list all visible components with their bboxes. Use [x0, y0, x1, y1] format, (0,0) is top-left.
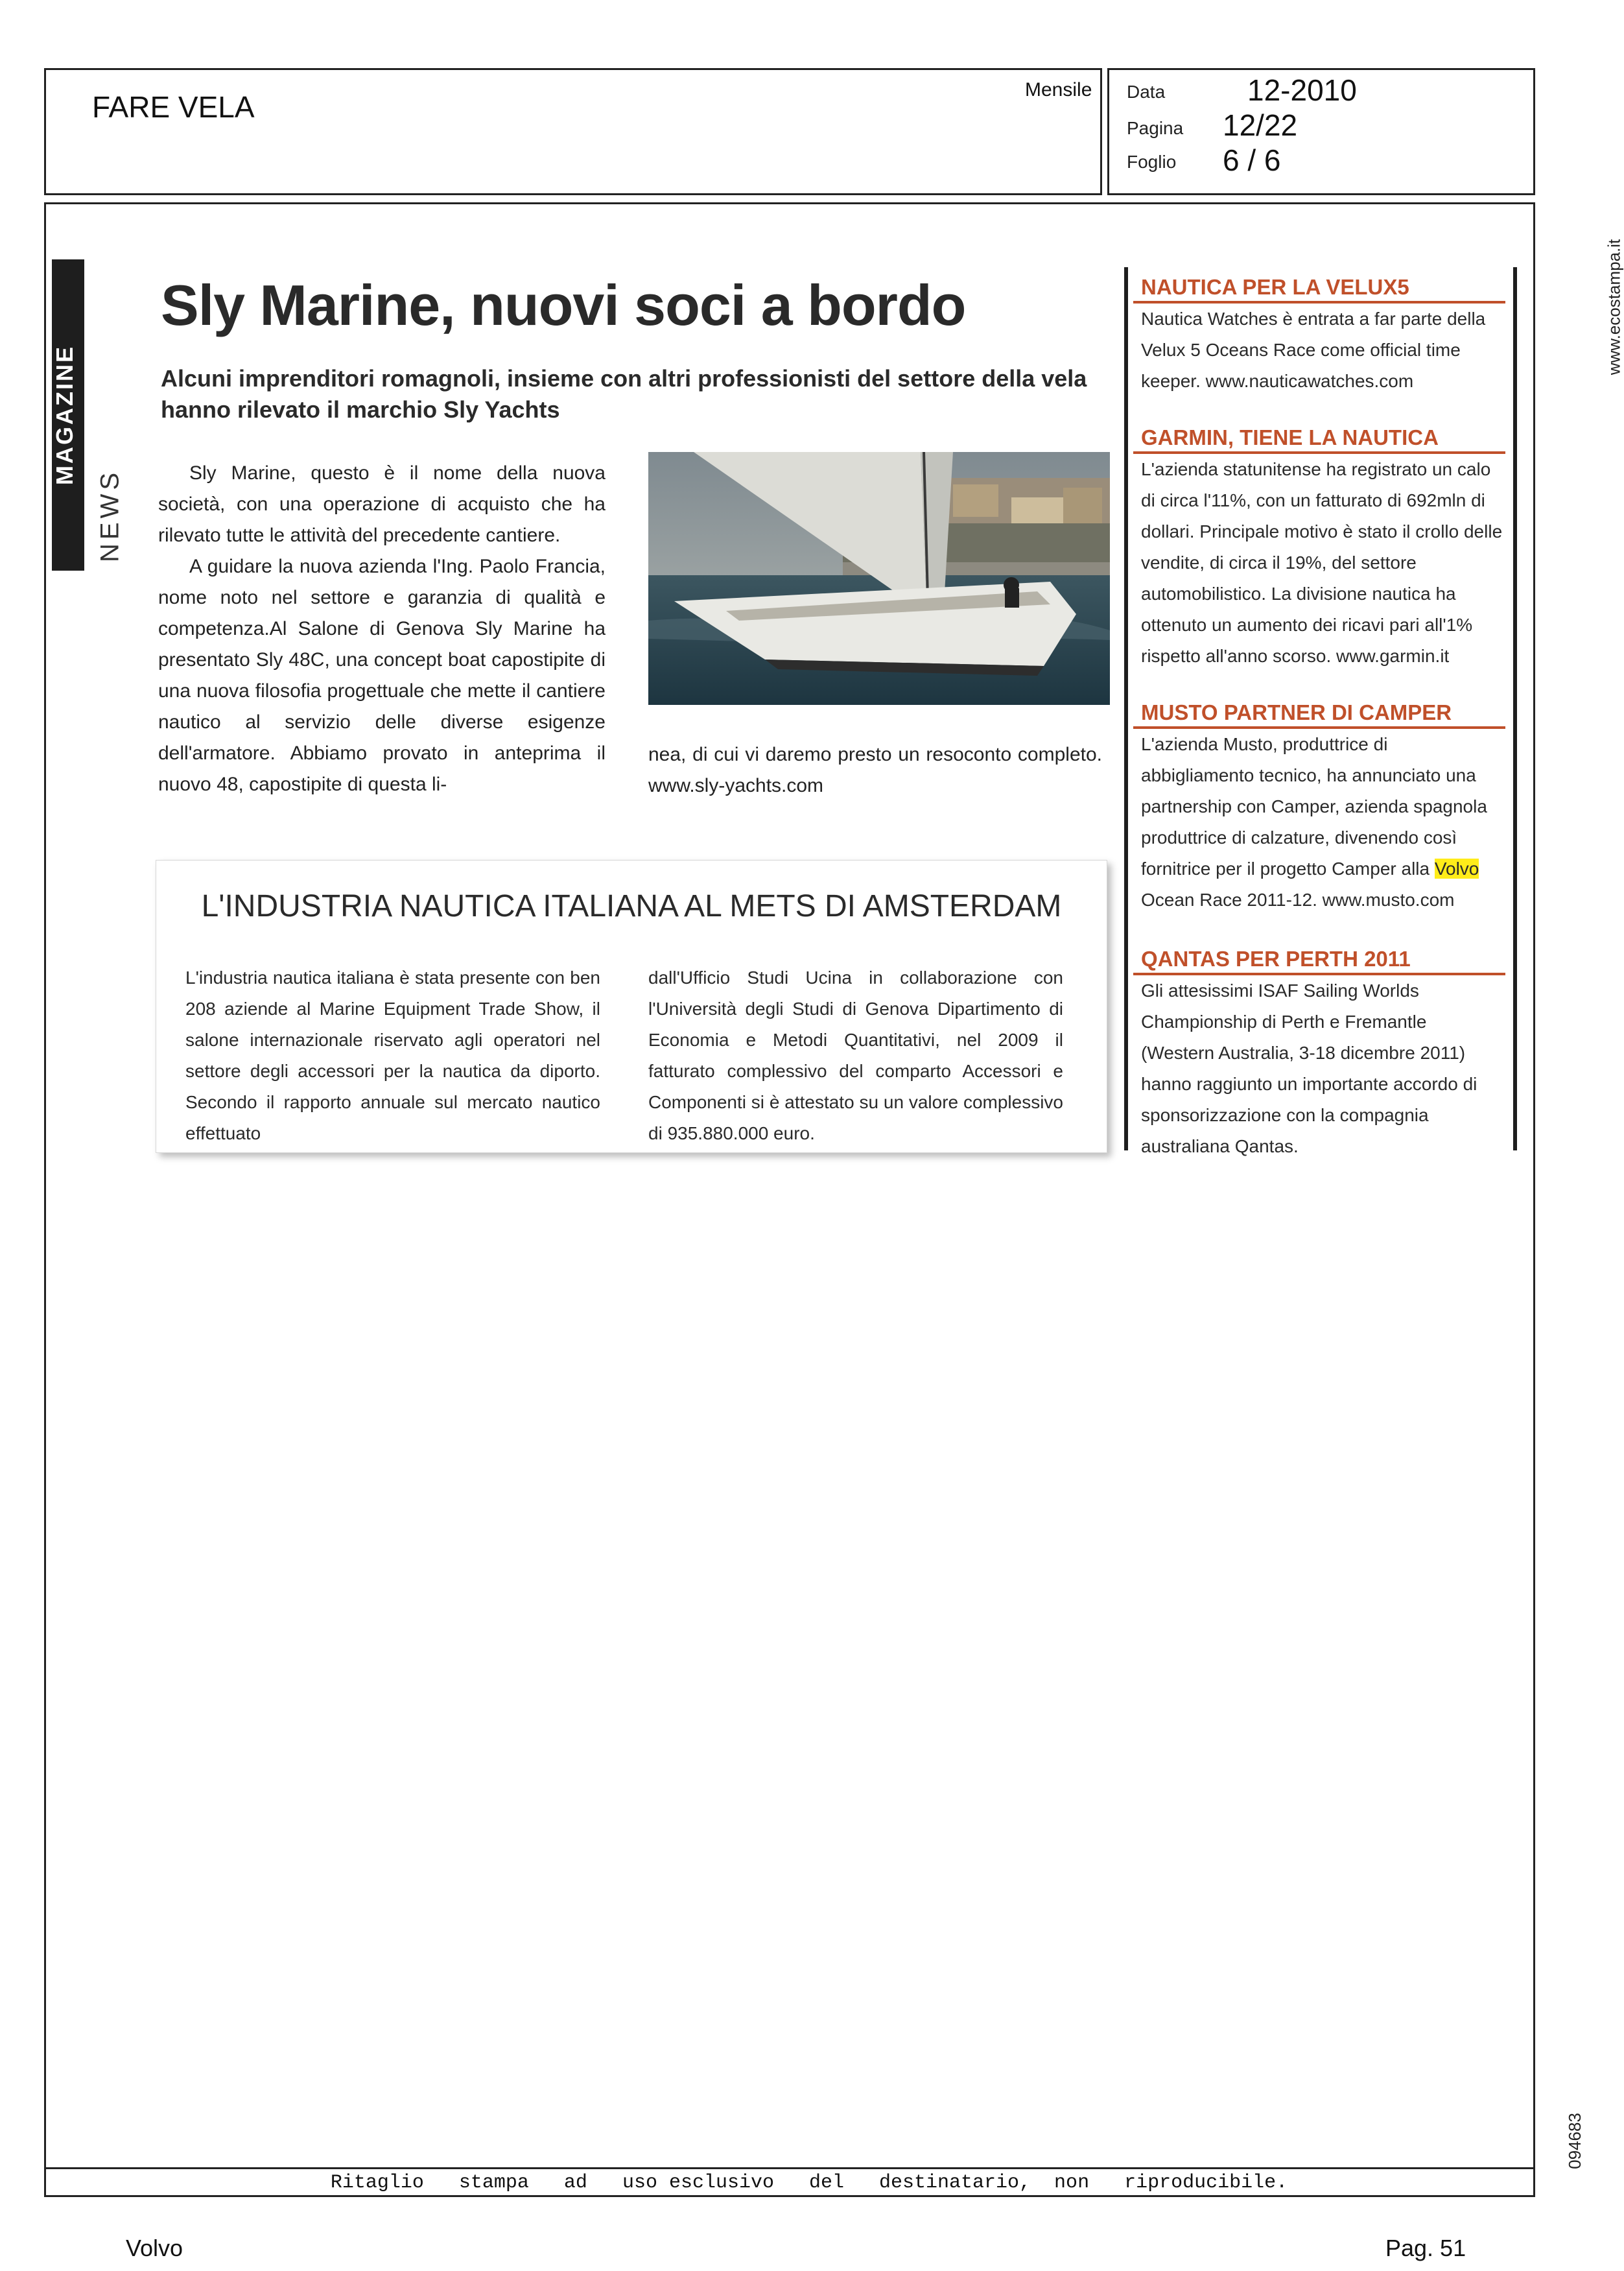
news-heading-nautica: NAUTICA PER LA VELUX5 [1141, 275, 1409, 299]
article-paragraph: Sly Marine, questo è il nome della nuova società, con una operazione di acquisto che ha rilevato tutte le attività del precedente cantiere. [158, 462, 606, 546]
document-code: 094683 [1564, 2113, 1584, 2169]
sidebar-rule [1124, 267, 1128, 1150]
news-text: L'azienda Musto, produttrice di abbigliamento tecnico, ha annunciato una partnership con Camper, azienda spagnola produttrice di calzature, divenendo così fornitrice per il progetto Camper alla [1141, 734, 1487, 879]
article-subtitle: Alcuni imprenditori romagnoli, insieme con altri professionisti del settore della vela hanno rilevato il marchio Sly Yachts [161, 365, 1087, 423]
site-url: www.ecostampa.it [1604, 239, 1624, 375]
news-heading-qantas: QANTAS PER PERTH 2011 [1141, 947, 1411, 971]
pagina-value: 12/22 [1223, 108, 1298, 142]
highlighted-term: Volvo [1434, 859, 1479, 879]
foglio-label: Foglio [1127, 152, 1177, 172]
sailboat-image [648, 452, 1110, 705]
article-body-left [158, 458, 606, 800]
news-body-nautica: Nautica Watches è entrata a far parte della Velux 5 Oceans Race come official time keeper. www.nauticawatches.com [1141, 309, 1486, 391]
article-paragraph: A guidare la nuova azienda l'Ing. Paolo Francia, nome noto nel settore e garanzia di qualità e competenza.Al Salone di Genova Sly Marine ha presentato Sly 48C, una concept boat capostipite di una nuova filosofia progettuale che mette il cantiere nautico al servizio delle diverse esigenze dell'armatore. Abbiamo provato in anteprima il nuovo 48, capostipite di questa li- [158, 556, 606, 795]
news-heading-musto: MUSTO PARTNER DI CAMPER [1141, 700, 1452, 724]
news-body-qantas: Gli attesissimi ISAF Sailing Worlds Championship di Perth e Fremantle (Western Australia, 3-18 dicembre 2011) hanno raggiunto un importante accordo di sponsorizzazione con la compagnia australiana Qantas. [1141, 981, 1477, 1156]
news-text: Ocean Race 2011-12. www.musto.com [1141, 890, 1455, 910]
boxed-article-column: dall'Ufficio Studi Ucina in collaborazione con l'Università degli Studi di Genova Dipartimento di Economia e Metodi Quantitativi, nel 2009 il fatturato complessivo del comparto Accessori e Componenti si è attestato su un valore complessivo di 935.880.000 euro. [648, 968, 1063, 1143]
boxed-article-title: L'INDUSTRIA NAUTICA ITALIANA AL METS DI AMSTERDAM [201, 889, 1062, 923]
foglio-value: 6 / 6 [1223, 143, 1281, 177]
news-heading-garmin: GARMIN, TIENE LA NAUTICA [1141, 425, 1439, 449]
news-body-musto [1141, 729, 1504, 916]
pagina-label: Pagina [1127, 118, 1184, 138]
sidebar-rule [1513, 267, 1517, 1150]
footer-divider [44, 2167, 1535, 2169]
page-number: Pag. 51 [1385, 2235, 1466, 2261]
header-box [44, 68, 1102, 195]
sailboat-photo [648, 452, 1110, 705]
footer-disclaimer: Ritaglio stampa ad uso esclusivo del destinatario, non riproducibile. [330, 2172, 1288, 2194]
data-label: Data [1127, 82, 1166, 102]
section-label-magazine: MAGAZINE [51, 345, 78, 485]
article-body-right: nea, di cui vi daremo presto un resoconto completo. www.sly-yachts.com [648, 744, 1102, 796]
data-value: 12-2010 [1247, 73, 1357, 107]
client-label: Volvo [126, 2235, 183, 2261]
boxed-article-column: L'industria nautica italiana è stata presente con ben 208 aziende al Marine Equipment Trade Show, il salone internazionale riservato agli operatori nel settore degli accessori per la nautica da diporto. Secondo il rapporto annuale sul mercato nautico effettuato [185, 968, 600, 1143]
article-title: Sly Marine, nuovi soci a bordo [161, 273, 966, 337]
section-label-news: NEWS [95, 469, 124, 562]
publication-name: FARE VELA [92, 90, 255, 124]
news-body-garmin: L'azienda statunitense ha registrato un calo di circa l'11%, con un fatturato di 692mln di dollari. Principale motivo è stato il crollo delle vendite, di circa il 19%, del settore automobilistico. La divisione nautica ha ottenuto un aumento dei ricavi pari all'1% rispetto all'anno scorso. www.garmin.it [1141, 459, 1503, 666]
publication-frequency: Mensile [1025, 79, 1092, 101]
